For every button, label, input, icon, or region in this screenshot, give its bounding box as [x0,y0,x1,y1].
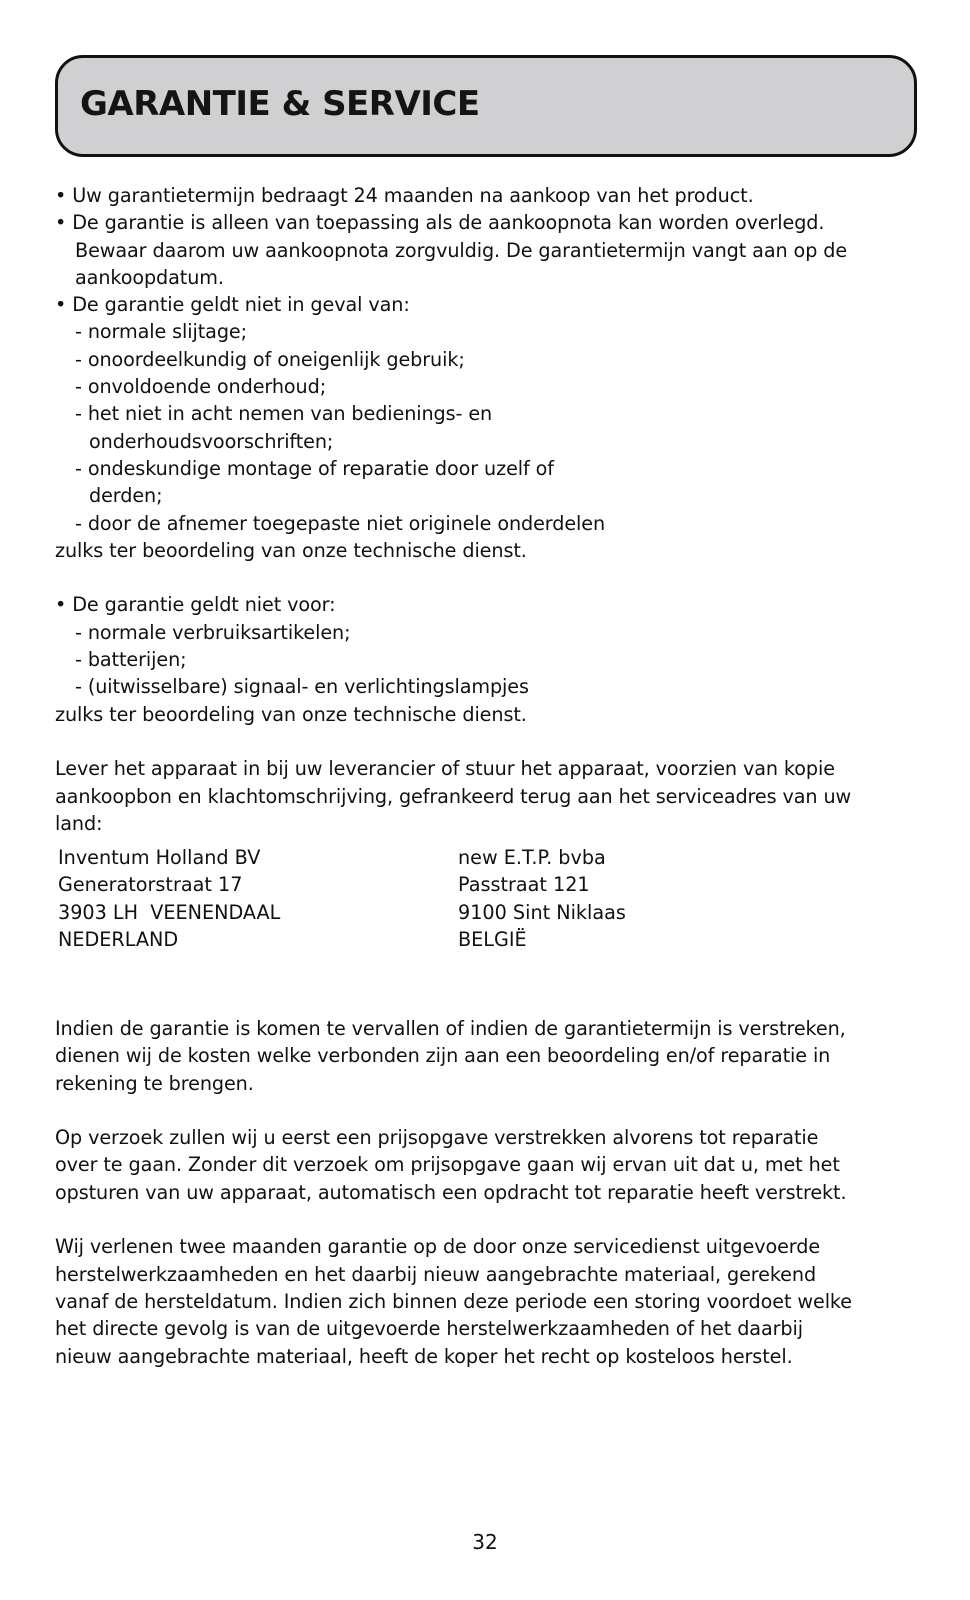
paragraph-line: Op verzoek zullen wij u eerst een prijsopgave verstrekken alvorens tot reparatie [55,1126,819,1150]
repair-warranty-paragraph [55,1233,935,1369]
exclusions-closing: zulks ter beoordeling van onze technische dienst. [55,538,527,562]
address-line: Inventum Holland BV [58,846,261,869]
address-line: BELGIË [458,927,527,951]
exclusion-item-continued: onderhoudsvoorschriften; [89,429,334,453]
warranty-paragraphs [55,1015,935,1370]
paragraph-line: nieuw aangebrachte materiaal, heeft de koper het recht op kosteloos herstel. [55,1344,793,1368]
exclusion-item: - onoordeelkundig of oneigenlijk gebruik; [75,347,465,371]
exclusion-item: - ondeskundige montage of reparatie door uzelf of [75,456,554,480]
receipt-bullet-line1: • De garantie is alleen van toepassing als de aankoopnota kan worden overlegd. [55,211,825,235]
exclusion-item: - door de afnemer toegepaste niet originele onderdelen [75,511,606,535]
return-instructions-line1: Lever het apparaat in bij uw leverancier of stuur het apparaat, voorzien van kopie [55,757,835,781]
exclusions-heading: • De garantie geldt niet in geval van: [55,293,410,317]
address-netherlands [58,844,280,953]
paragraph-line: Wij verlenen twee maanden garantie op de door onze servicedienst uitgevoerde [55,1235,821,1259]
quote-request-paragraph [55,1124,935,1206]
paragraph-line: Indien de garantie is komen te vervallen of indien de garantietermijn is verstreken, [55,1017,846,1040]
paragraph-line: het directe gevolg is van de uitgevoerde herstelwerkzaamheden of het daarbij [55,1317,803,1341]
address-line: Generatorstraat 17 [58,873,243,897]
expired-warranty-paragraph [55,1015,935,1097]
paragraph-line: herstelwerkzaamheden en het daarbij nieuw aangebrachte materiaal, gerekend [55,1262,817,1286]
paragraph-line: over te gaan. Zonder dit verzoek om prijsopgave gaan wij ervan uit dat u, met het [55,1153,840,1177]
address-line: Passtraat 121 [458,873,590,897]
exclusion-item: - het niet in acht nemen van bedienings- en [75,402,493,426]
exclusion-item: - onvoldoende onderhoud; [75,375,327,399]
page-number: 32 [472,1530,498,1554]
address-belgium [458,844,626,953]
address-line: 9100 Sint Niklaas [458,900,626,924]
warranty-term-bullet: • Uw garantietermijn bedraagt 24 maanden na aankoop van het product. [55,184,754,207]
return-instructions-line3: land: [55,811,103,835]
exclusion-item-continued: derden; [89,484,163,508]
section-header [55,55,917,157]
receipt-bullet-line2: Bewaar daarom uw aankoopnota zorgvuldig. De garantietermijn vangt aan op de [75,238,848,262]
warranty-conditions [55,182,935,837]
paragraph-line: vanaf de hersteldatum. Indien zich binnen deze periode een storing voordoet welke [55,1289,852,1313]
not-covered-closing: zulks ter beoordeling van onze technische dienst. [55,702,527,726]
address-line: NEDERLAND [58,927,179,951]
address-line: 3903 LH VEENENDAAL [58,900,281,924]
address-line: new E.T.P. bvba [458,846,606,869]
not-covered-heading: • De garantie geldt niet voor: [55,593,336,617]
paragraph-line: dienen wij de kosten welke verbonden zijn aan een beoordeling en/of reparatie in [55,1044,831,1068]
not-covered-item: - batterijen; [75,648,187,672]
not-covered-item: - normale verbruiksartikelen; [75,620,351,644]
paragraph-line: rekening te brengen. [55,1071,254,1095]
receipt-bullet-line3: aankoopdatum. [75,265,224,289]
not-covered-item: - (uitwisselbare) signaal- en verlichtingslampjes [75,675,529,699]
page-title: GARANTIE & SERVICE [80,84,480,124]
paragraph-line: opsturen van uw apparaat, automatisch een opdracht tot reparatie heeft verstrekt. [55,1180,847,1204]
return-instructions-line2: aankoopbon en klachtomschrijving, gefrankeerd terug aan het serviceadres van uw [55,784,852,808]
exclusion-item: - normale slijtage; [75,320,247,344]
